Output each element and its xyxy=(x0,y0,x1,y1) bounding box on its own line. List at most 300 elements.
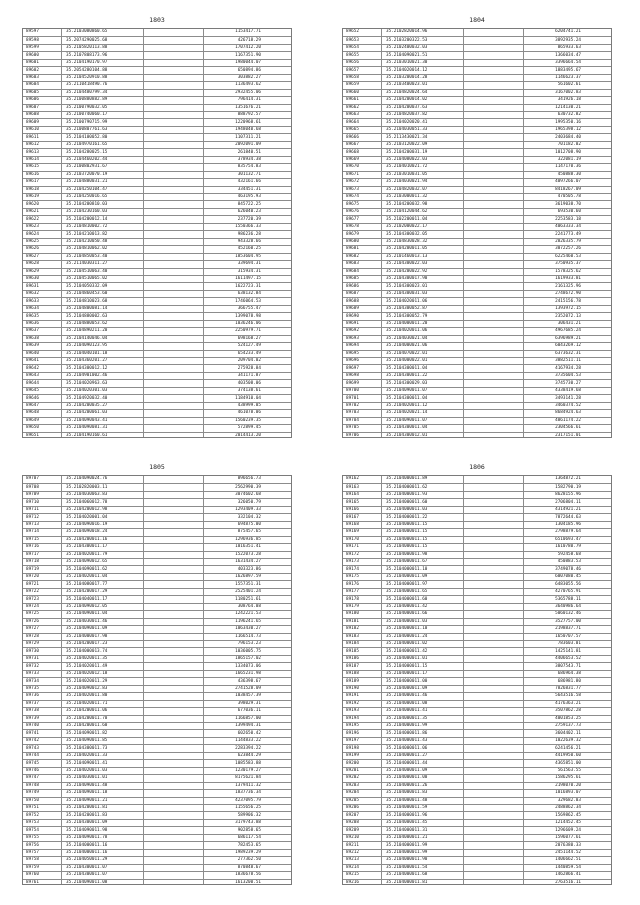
row-id: 89213 xyxy=(346,857,359,863)
row-reference: 35.2104890211.20 xyxy=(66,328,108,334)
row-amount: 3396664.54 xyxy=(555,60,581,66)
row-id: 89696 xyxy=(346,358,359,364)
row-id: 89726 xyxy=(26,618,39,624)
row-reference: 35.2104000011.96 xyxy=(386,812,428,818)
row-id: 89176 xyxy=(346,581,359,587)
row-amount: 1146623.37 xyxy=(555,75,581,81)
row-reference: 35.2104000011.99 xyxy=(386,842,428,848)
row-reference: 35.2104510063.40 xyxy=(66,268,108,274)
row-id: 89672 xyxy=(346,179,359,185)
row-id: 89758 xyxy=(26,857,39,863)
row-id: 89760 xyxy=(26,872,39,878)
row-amount: 698168.27 xyxy=(237,335,261,341)
row-reference: 35.2104000011.24 xyxy=(386,633,428,639)
row-id: 89166 xyxy=(346,507,359,513)
row-id: 89657 xyxy=(346,67,359,73)
row-amount: 694875.00 xyxy=(237,522,261,528)
row-amount: 1379411.32 xyxy=(235,782,261,788)
row-id: 89598 xyxy=(26,37,39,43)
row-id: 89663 xyxy=(346,112,359,118)
row-amount: 4270765.91 xyxy=(555,589,581,595)
row-reference: 35.2104000011.00 xyxy=(386,775,428,781)
row-reference: 35.2104030063.83 xyxy=(66,492,108,498)
row-reference: 35.2104300011.04 xyxy=(386,425,428,431)
row-reference: 35.2104000011.54 xyxy=(386,864,428,870)
row-amount: 2076380.33 xyxy=(555,842,581,848)
row-reference: 35.2104200031.19 xyxy=(386,149,428,155)
row-id: 89191 xyxy=(346,693,359,699)
row-amount: 782453.65 xyxy=(237,842,261,848)
row-reference: 35.2103720070.19 xyxy=(66,171,108,177)
row-reference: 35.2104020011.35 xyxy=(66,656,108,662)
row-amount: 943328.66 xyxy=(237,239,261,245)
row-reference: 35.2104020011.12 xyxy=(386,403,428,409)
row-reference: 35.2104090016.19 xyxy=(66,522,108,528)
row-id: 89174 xyxy=(346,566,359,572)
row-id: 89720 xyxy=(26,574,39,580)
row-reference: 35.2100790032.05 xyxy=(66,104,108,110)
row-amount: 2250979.71 xyxy=(235,328,261,334)
page-1804 xyxy=(342,16,612,438)
row-id: 89687 xyxy=(346,291,359,297)
table-rows xyxy=(343,476,611,884)
row-id: 89211 xyxy=(346,842,359,848)
row-id: 89747 xyxy=(26,775,39,781)
row-id: 89163 xyxy=(346,484,359,490)
row-id: 89637 xyxy=(26,328,39,334)
row-id: 89198 xyxy=(346,745,359,751)
row-reference: 35.2104000011.15 xyxy=(386,544,428,550)
row-reference: 35.2104300011.09 xyxy=(66,820,108,826)
row-id: 89629 xyxy=(26,268,39,274)
row-reference: 35.2104020011.06 xyxy=(386,328,428,334)
row-reference: 35.2104090011.82 xyxy=(66,730,108,736)
row-amount: 902858.65 xyxy=(237,827,261,833)
row-id: 89654 xyxy=(346,45,359,51)
row-reference: 35.2113430021.34 xyxy=(386,134,428,140)
row-amount: 2014413.20 xyxy=(235,432,261,438)
row-reference: 35.2104000017.98 xyxy=(66,633,108,639)
row-reference: 35.2104000011.81 xyxy=(386,879,428,885)
row-id: 89748 xyxy=(26,782,39,788)
row-id: 89601 xyxy=(26,60,39,66)
row-id: 89202 xyxy=(346,775,359,781)
row-id: 89646 xyxy=(26,395,39,401)
row-amount: 1610780.79 xyxy=(555,544,581,550)
row-amount: 1746064.53 xyxy=(235,298,261,304)
row-amount: 308764.08 xyxy=(237,604,261,610)
row-reference: 35.2104090011.04 xyxy=(66,611,108,617)
row-amount: 875457.65 xyxy=(237,529,261,535)
row-reference: 35.2103010021.30 xyxy=(386,60,428,66)
row-reference: 35.2104300022.03 xyxy=(386,261,428,267)
row-reference: 35.2104000011.99 xyxy=(386,723,428,729)
row-amount: 4338419.68 xyxy=(555,388,581,394)
row-amount: 6204741.21 xyxy=(555,29,581,35)
row-amount: 322081.19 xyxy=(557,157,581,163)
row-id: 89733 xyxy=(26,671,39,677)
row-id: 89686 xyxy=(346,283,359,289)
row-id: 89740 xyxy=(26,723,39,729)
row-id: 89750 xyxy=(26,797,39,803)
row-amount: 1196241.65 xyxy=(235,618,261,624)
row-id: 89653 xyxy=(346,37,359,43)
row-reference: 35.2104820024.64 xyxy=(386,89,428,95)
row-id: 89182 xyxy=(346,626,359,632)
row-amount: 326050.79 xyxy=(237,499,261,505)
row-amount: 638132.84 xyxy=(237,291,261,297)
row-id: 89719 xyxy=(26,566,39,572)
row-amount: 870848.67 xyxy=(237,864,261,870)
row-reference: 35.2104000011.27 xyxy=(386,753,428,759)
row-amount: 1995350.16 xyxy=(555,119,581,125)
row-amount: 334451.31 xyxy=(237,186,261,192)
row-amount: 432161.66 xyxy=(237,179,261,185)
row-amount: 2488862.34 xyxy=(555,805,581,811)
row-reference: 35.2102820003.11 xyxy=(66,484,108,490)
row-reference: 35.2104080017.77 xyxy=(66,581,108,587)
row-id: 89195 xyxy=(346,723,359,729)
row-id: 89614 xyxy=(26,157,39,163)
row-id: 89179 xyxy=(346,604,359,610)
row-id: 89693 xyxy=(346,335,359,341)
row-amount: 366755.47 xyxy=(237,306,261,312)
row-amount: 650894.86 xyxy=(237,67,261,73)
row-amount: 3167002.83 xyxy=(555,89,581,95)
row-reference: 35.2104000011.41 xyxy=(386,708,428,714)
row-reference: 35.2104300029.03 xyxy=(386,380,428,386)
row-id: 89608 xyxy=(26,112,39,118)
row-id: 89165 xyxy=(346,499,359,505)
row-amount: 8175621.84 xyxy=(235,775,261,781)
row-reference: 35.2104000011.93 xyxy=(386,492,428,498)
row-amount: 315934.31 xyxy=(237,268,261,274)
row-amount: 2451144.52 xyxy=(555,850,581,856)
row-id: 89701 xyxy=(346,395,359,401)
row-amount: 4419950.60 xyxy=(555,753,581,759)
row-amount: 592458.68 xyxy=(557,551,581,557)
row-reference: 35.2104200012.98 xyxy=(66,507,108,513)
row-id: 89695 xyxy=(346,350,359,356)
row-amount: 3507862.28 xyxy=(555,708,581,714)
row-reference: 35.2103000011.32 xyxy=(386,194,428,200)
row-amount: 3460374.52 xyxy=(555,403,581,409)
row-amount: 2241773.49 xyxy=(555,231,581,237)
row-id: 89207 xyxy=(346,812,359,818)
row-amount: 1155656.25 xyxy=(235,805,261,811)
row-amount: 2748672.90 xyxy=(555,291,581,297)
row-reference: 35.2104200011.81 xyxy=(66,805,108,811)
row-reference: 35.2103200322.53 xyxy=(386,37,428,43)
row-id: 89699 xyxy=(346,380,359,386)
row-reference: 35.2104000011.15 xyxy=(386,529,428,535)
row-reference: 35.2103400023.01 xyxy=(386,82,428,88)
row-amount: 1184910.04 xyxy=(235,395,261,401)
row-amount: 2706804.11 xyxy=(555,499,581,505)
row-amount: 3072257.26 xyxy=(555,246,581,252)
row-reference: 35.2104090021.51 xyxy=(386,52,428,58)
row-id: 89597 xyxy=(26,29,39,35)
row-reference: 35.2104230160.03 xyxy=(66,209,108,215)
row-reference: 35.2105820113.88 xyxy=(66,45,108,51)
row-reference: 35.2104860453.60 xyxy=(66,291,108,297)
row-amount: 8418267.09 xyxy=(555,186,581,192)
row-reference: 35.2054280104.88 xyxy=(66,67,108,73)
row-reference: 35.2104200011.70 xyxy=(66,715,108,721)
row-amount: 3527757.00 xyxy=(555,618,581,624)
row-id: 89718 xyxy=(26,559,39,565)
row-id: 89722 xyxy=(26,589,39,595)
row-amount: 4063333.34 xyxy=(555,224,581,230)
row-amount: 1865157.02 xyxy=(235,656,261,662)
row-id: 89730 xyxy=(26,648,39,654)
row-amount: 5643516.58 xyxy=(555,693,581,699)
row-id: 89716 xyxy=(26,544,39,550)
row-amount: 1107311.21 xyxy=(235,134,261,140)
row-reference: 35.2104020012.18 xyxy=(66,671,108,677)
row-reference: 35.2104000011.00 xyxy=(386,678,428,684)
row-id: 89613 xyxy=(26,149,39,155)
row-amount: 6396989.21 xyxy=(555,335,581,341)
row-reference: 35.2104000011.21 xyxy=(386,835,428,841)
row-reference: 35.2104050011.29 xyxy=(66,857,108,863)
row-reference: 35.2104360201.27 xyxy=(66,358,108,364)
row-id: 89717 xyxy=(26,551,39,557)
row-id: 89684 xyxy=(346,268,359,274)
row-amount: 1665231.98 xyxy=(235,671,261,677)
row-id: 89756 xyxy=(26,842,39,848)
table-row xyxy=(23,879,291,887)
row-amount: 1626897.59 xyxy=(235,574,261,580)
row-reference: 35.2104000011.67 xyxy=(386,559,428,565)
row-reference: 35.2104050332.09 xyxy=(66,283,108,289)
row-reference: 35.2104000011.42 xyxy=(386,604,428,610)
row-id: 89710 xyxy=(26,499,39,505)
row-reference: 35.2104020011.06 xyxy=(386,298,428,304)
row-reference: 35.2104000011.86 xyxy=(386,730,428,736)
row-amount: 1063430.27 xyxy=(235,626,261,632)
row-id: 89752 xyxy=(26,812,39,818)
row-amount: 686964.38 xyxy=(557,671,581,677)
row-id: 89706 xyxy=(346,432,359,438)
row-id: 89607 xyxy=(26,104,39,110)
row-reference: 35.2104000011.97 xyxy=(386,581,428,587)
row-reference: 35.2104090024.76 xyxy=(66,476,108,482)
row-amount: 2198837.71 xyxy=(555,626,581,632)
row-reference: 35.2104210013.82 xyxy=(66,231,108,237)
row-reference: 35.2104020011.04 xyxy=(66,574,108,580)
row-id: 89628 xyxy=(26,261,39,267)
row-id: 89703 xyxy=(346,410,359,416)
row-id: 89743 xyxy=(26,745,39,751)
row-id: 89190 xyxy=(346,686,359,692)
row-amount: 1613200.51 xyxy=(235,879,261,885)
row-id: 89680 xyxy=(346,239,359,245)
row-id: 89662 xyxy=(346,104,359,110)
row-id: 89700 xyxy=(346,388,359,394)
row-reference: 35.2104300023.01 xyxy=(386,283,428,289)
row-reference: 35.2104000011.09 xyxy=(386,686,428,692)
row-amount: 4967685.24 xyxy=(555,328,581,334)
row-reference: 35.2104000011.15 xyxy=(386,522,428,528)
row-reference: 35.2103010031.05 xyxy=(386,171,428,177)
row-id: 89180 xyxy=(346,611,359,617)
row-amount: 1304185.96 xyxy=(555,522,581,528)
row-reference: 35.2104300011.73 xyxy=(66,745,108,751)
row-reference: 35.2103200014.28 xyxy=(386,75,428,81)
row-reference: 35.2104000011.16 xyxy=(66,850,108,856)
row-reference: 35.2104100052.80 xyxy=(66,134,108,140)
row-id: 89744 xyxy=(26,753,39,759)
row-id: 89669 xyxy=(346,157,359,163)
row-id: 89164 xyxy=(346,492,359,498)
row-amount: 1214452.45 xyxy=(555,820,581,826)
row-id: 89723 xyxy=(26,596,39,602)
row-id: 89172 xyxy=(346,551,359,557)
row-id: 89178 xyxy=(346,596,359,602)
row-reference: 35.2104000011.20 xyxy=(386,321,428,327)
row-amount: 306431.21 xyxy=(557,321,581,327)
row-id: 89630 xyxy=(26,276,39,282)
row-reference: 35.2104880002.63 xyxy=(66,313,108,319)
row-reference: 35.2104210050.48 xyxy=(66,239,108,245)
row-amount: 6510693.47 xyxy=(555,536,581,542)
row-id: 89660 xyxy=(346,89,359,95)
row-id: 89173 xyxy=(346,559,359,565)
row-id: 89621 xyxy=(26,209,39,215)
row-id: 89602 xyxy=(26,67,39,73)
row-amount: 5060132.46 xyxy=(555,611,581,617)
row-reference: 35.2104200037.63 xyxy=(386,104,428,110)
row-reference: 35.2104300052.79 xyxy=(386,313,428,319)
row-id: 89199 xyxy=(346,753,359,759)
row-amount: 4001853.25 xyxy=(555,715,581,721)
row-reference: 35.2104090011.48 xyxy=(66,782,108,788)
row-id: 89635 xyxy=(26,313,39,319)
row-reference: 35.2104090011.07 xyxy=(386,417,428,423)
row-amount: 1334073.06 xyxy=(235,663,261,669)
row-reference: 35.2104250016.65 xyxy=(66,194,108,200)
row-reference: 35.2100802931.67 xyxy=(66,164,108,170)
row-id: 89201 xyxy=(346,768,359,774)
row-id: 89643 xyxy=(26,373,39,379)
row-amount: 1220968.61 xyxy=(235,119,261,125)
row-reference: 35.2104030021.04 xyxy=(386,335,428,341)
row-id: 89210 xyxy=(346,835,359,841)
table-row xyxy=(343,476,611,483)
row-reference: 35.2104820032.07 xyxy=(386,186,428,192)
row-amount: 1582790.19 xyxy=(555,484,581,490)
row-id: 89670 xyxy=(346,164,359,170)
row-reference: 35.2104000011.46 xyxy=(386,693,428,699)
row-amount: 2562990.39 xyxy=(235,484,261,490)
row-id: 89604 xyxy=(26,82,39,88)
row-reference: 35.2104000011.42 xyxy=(386,648,428,654)
row-amount: 623844.29 xyxy=(237,753,261,759)
row-id: 89622 xyxy=(26,216,39,222)
row-reference: 35.2104190170.97 xyxy=(66,60,108,66)
row-id: 89651 xyxy=(26,432,39,438)
row-amount: 1406662.51 xyxy=(555,857,581,863)
row-id: 89214 xyxy=(346,864,359,870)
row-reference: 35.2104000011.10 xyxy=(386,626,428,632)
row-id: 89679 xyxy=(346,231,359,237)
row-amount: 686117.54 xyxy=(237,835,261,841)
row-id: 89186 xyxy=(346,656,359,662)
page-1803 xyxy=(22,16,292,438)
row-reference: 35.2104000011.60 xyxy=(386,596,428,602)
row-reference: 35.2104800081.14 xyxy=(66,306,108,312)
row-amount: 341171.87 xyxy=(237,373,261,379)
row-amount: 1948040.68 xyxy=(235,127,261,133)
row-amount: 1022639.32 xyxy=(555,738,581,744)
row-amount: 3074602.68 xyxy=(235,492,261,498)
row-id: 89181 xyxy=(346,618,359,624)
row-amount: 561602.61 xyxy=(557,82,581,88)
row-id: 89702 xyxy=(346,403,359,409)
row-amount: 398029.31 xyxy=(237,700,261,706)
row-amount: 1136493.62 xyxy=(235,82,261,88)
row-reference: 35.2104000011.98 xyxy=(386,551,428,557)
row-amount: 2826335.79 xyxy=(555,239,581,245)
row-reference: 35.2104030021.94 xyxy=(386,179,428,185)
row-amount: 3807543.71 xyxy=(555,663,581,669)
row-id: 89170 xyxy=(346,536,359,542)
row-amount: 2317151.01 xyxy=(555,432,581,438)
row-amount: 3750935.37 xyxy=(555,261,581,267)
row-id: 89691 xyxy=(346,321,359,327)
row-amount: 339694.31 xyxy=(237,261,261,267)
row-reference: 35.2104300012.01 xyxy=(386,432,428,438)
row-reference: 35.2104000011.48 xyxy=(386,797,428,803)
row-id: 89746 xyxy=(26,768,39,774)
row-reference: 35.2104480799.34 xyxy=(66,89,108,95)
row-reference: 35.2114030311.27 xyxy=(66,261,108,267)
row-reference: 35.2104020011.03 xyxy=(66,768,108,774)
row-amount: 602650.42 xyxy=(237,730,261,736)
row-reference: 35.2104850053.40 xyxy=(66,253,108,259)
row-reference: 35.2104000011.09 xyxy=(386,574,428,580)
row-reference: 35.2104090011.08 xyxy=(66,879,108,885)
row-id: 89753 xyxy=(26,820,39,826)
row-amount: 626040.23 xyxy=(237,209,261,215)
row-id: 89189 xyxy=(346,678,359,684)
row-reference: 35.2104300052.87 xyxy=(386,306,428,312)
row-id: 89704 xyxy=(346,417,359,423)
row-id: 89688 xyxy=(346,298,359,304)
row-id: 89215 xyxy=(346,872,359,878)
row-reference: 35.2104300011.04 xyxy=(386,365,428,371)
page-title: 1806 xyxy=(469,463,485,471)
row-id: 89741 xyxy=(26,730,39,736)
row-amount: 1440859.54 xyxy=(555,864,581,870)
row-amount: 2741528.09 xyxy=(235,686,261,692)
row-id: 89715 xyxy=(26,536,39,542)
row-id: 89728 xyxy=(26,633,39,639)
row-amount: 1650707.57 xyxy=(555,633,581,639)
row-reference: 35.2104510065.02 xyxy=(66,276,108,282)
row-reference: 35.2104090043.41 xyxy=(66,417,108,423)
row-reference: 35.2104090011.62 xyxy=(66,566,108,572)
row-amount: 1622723.31 xyxy=(235,283,261,289)
row-id: 89197 xyxy=(346,738,359,744)
row-id: 89200 xyxy=(346,760,359,766)
row-id: 89171 xyxy=(346,544,359,550)
row-amount: 332104.32 xyxy=(237,514,261,520)
row-reference: 35.2104200017.23 xyxy=(66,641,108,647)
row-reference: 35.2103120022.09 xyxy=(386,142,428,148)
row-amount: 524127.49 xyxy=(237,343,261,349)
